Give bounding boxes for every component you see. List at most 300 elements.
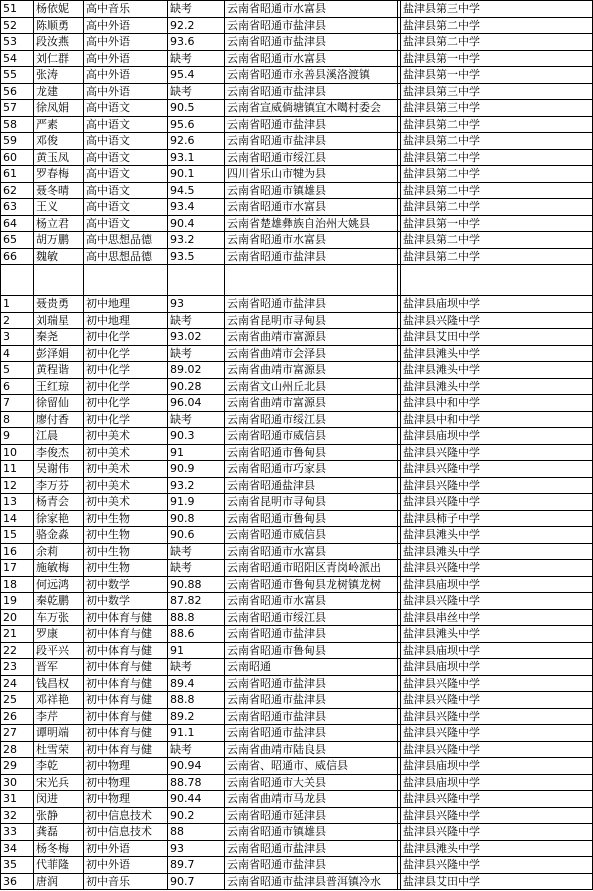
origin-cell: 云南省昭通市鲁甸县 <box>225 642 398 659</box>
score-cell: 缺考 <box>168 659 225 676</box>
score-cell: 90.5 <box>168 100 225 117</box>
origin-cell: 云南省昭通市绥江县 <box>225 609 398 626</box>
school-cell: 盐津县第二中学 <box>401 166 593 183</box>
table-row <box>1 791 593 808</box>
subject-cell: 高中外语 <box>84 83 168 100</box>
name-cell: 黄玉凤 <box>34 149 84 166</box>
table-row <box>1 824 593 841</box>
origin-cell: 云南省昭通市延津县 <box>225 807 398 824</box>
origin-cell: 云南省楚雄彝族自治州大姚县 <box>225 215 398 232</box>
score-cell: 91.1 <box>168 725 225 742</box>
score-cell: 93 <box>168 840 225 857</box>
row-number-cell: 3 <box>1 329 34 346</box>
table-row <box>1 378 593 395</box>
subject-cell: 初中地理 <box>84 312 168 329</box>
row-number-cell: 60 <box>1 149 34 166</box>
subject-cell: 初中物理 <box>84 758 168 775</box>
row-number-cell: 9 <box>1 428 34 445</box>
table-row <box>1 494 593 511</box>
origin-cell: 云南省昭通市镇雄县 <box>225 182 398 199</box>
row-number-cell: 23 <box>1 659 34 676</box>
name-cell: 代菲隆 <box>34 857 84 874</box>
name-cell: 刘瑞星 <box>34 312 84 329</box>
school-cell: 盐津县串丝中学 <box>401 609 593 626</box>
row-number-cell: 65 <box>1 232 34 249</box>
origin-cell: 云南省曲靖市会泽县 <box>225 345 398 362</box>
subject-cell: 初中化学 <box>84 395 168 412</box>
school-cell: 盐津县第一中学 <box>401 67 593 84</box>
row-number-cell: 64 <box>1 215 34 232</box>
score-cell: 93.5 <box>168 248 225 265</box>
subject-cell: 高中外语 <box>84 50 168 67</box>
score-cell: 90.2 <box>168 807 225 824</box>
table-row <box>1 100 593 117</box>
table-row <box>1 527 593 544</box>
origin-cell: 四川省乐山市犍为县 <box>225 166 398 183</box>
table-row <box>1 133 593 150</box>
subject-cell: 初中信息技术 <box>84 824 168 841</box>
school-cell: 盐津县兴隆中学 <box>401 692 593 709</box>
row-number-cell: 66 <box>1 248 34 265</box>
row-number-cell: 56 <box>1 83 34 100</box>
table-row <box>1 17 593 34</box>
row-number-cell: 13 <box>1 494 34 511</box>
origin-cell: 云南省昭通市水富县 <box>225 232 398 249</box>
origin-cell: 云南省昭通市威信县 <box>225 428 398 445</box>
table-row <box>1 395 593 412</box>
row-number-cell: 5 <box>1 362 34 379</box>
school-cell: 盐津县庙坝中学 <box>401 296 593 313</box>
name-cell: 徐家艳 <box>34 510 84 527</box>
subject-cell: 高中外语 <box>84 17 168 34</box>
origin-cell: 云南省昭通市盐津县 <box>225 133 398 150</box>
school-cell: 盐津县第三中学 <box>401 83 593 100</box>
table-row <box>1 362 593 379</box>
table-row <box>1 116 593 133</box>
score-cell: 88.8 <box>168 692 225 709</box>
school-cell: 盐津县第三中学 <box>401 100 593 117</box>
origin-cell: 云南省昭通市水富县 <box>225 543 398 560</box>
score-cell: 88.78 <box>168 774 225 791</box>
school-cell: 盐津县兴隆中学 <box>401 444 593 461</box>
origin-cell: 云南省文山州丘北县 <box>225 378 398 395</box>
table-row <box>1 807 593 824</box>
score-cell: 93.4 <box>168 199 225 216</box>
origin-cell: 云南省昭通市盐津县 <box>225 17 398 34</box>
section-gap-row <box>1 265 593 296</box>
row-number-cell: 26 <box>1 708 34 725</box>
origin-cell: 云南省昭通市威信县 <box>225 527 398 544</box>
score-cell: 90.88 <box>168 576 225 593</box>
origin-cell: 云南省昭通市绥江县 <box>225 149 398 166</box>
origin-cell: 云南省昭通市盐津县 <box>225 626 398 643</box>
name-cell: 李乾 <box>34 758 84 775</box>
subject-cell: 初中音乐 <box>84 873 168 890</box>
name-cell: 唐润 <box>34 873 84 890</box>
row-number-cell: 17 <box>1 560 34 577</box>
school-cell: 盐津县第二中学 <box>401 17 593 34</box>
table-row <box>1 461 593 478</box>
gap-cell <box>34 265 84 296</box>
subject-cell: 初中数学 <box>84 576 168 593</box>
table-row <box>1 692 593 709</box>
name-cell: 聂冬晴 <box>34 182 84 199</box>
origin-cell: 云南省昭通市盐津县普洱镇冷水 <box>225 873 398 890</box>
name-cell: 邓祥艳 <box>34 692 84 709</box>
table-row <box>1 50 593 67</box>
school-cell: 盐津县第二中学 <box>401 182 593 199</box>
school-cell: 盐津县庙坝中学 <box>401 642 593 659</box>
school-cell: 盐津县兴隆中学 <box>401 708 593 725</box>
name-cell: 江晨 <box>34 428 84 445</box>
gap-cell <box>84 265 168 296</box>
subject-cell: 高中语文 <box>84 182 168 199</box>
name-cell: 段平兴 <box>34 642 84 659</box>
name-cell: 聂贵勇 <box>34 296 84 313</box>
origin-cell: 云南省昭通市盐津县 <box>225 83 398 100</box>
school-cell: 盐津县第二中学 <box>401 116 593 133</box>
score-cell: 91.9 <box>168 494 225 511</box>
subject-cell: 初中体育与健 <box>84 675 168 692</box>
row-number-cell: 7 <box>1 395 34 412</box>
origin-cell: 云南省昭通市水富县 <box>225 199 398 216</box>
school-cell: 盐津县庙坝中学 <box>401 758 593 775</box>
row-number-cell: 51 <box>1 1 34 18</box>
subject-cell: 初中生物 <box>84 527 168 544</box>
subject-cell: 高中语文 <box>84 116 168 133</box>
row-number-cell: 29 <box>1 758 34 775</box>
score-cell: 90.28 <box>168 378 225 395</box>
name-cell: 徐留仙 <box>34 395 84 412</box>
origin-cell: 云南省昭通市盐津县 <box>225 840 398 857</box>
subject-cell: 初中体育与健 <box>84 741 168 758</box>
origin-cell: 云南省昭通市盐津县 <box>225 708 398 725</box>
row-number-cell: 15 <box>1 527 34 544</box>
table-row <box>1 83 593 100</box>
score-cell: 90.44 <box>168 791 225 808</box>
school-cell: 盐津县第三中学 <box>401 1 593 18</box>
score-cell: 缺考 <box>168 411 225 428</box>
table-row <box>1 560 593 577</box>
row-number-cell: 33 <box>1 824 34 841</box>
score-cell: 93 <box>168 296 225 313</box>
subject-cell: 初中体育与健 <box>84 692 168 709</box>
section-gap <box>1 265 593 296</box>
name-cell: 刘仁群 <box>34 50 84 67</box>
origin-cell: 云南省昭通市永善县溪洛渡镇 <box>225 67 398 84</box>
score-cell: 缺考 <box>168 312 225 329</box>
score-cell: 90.4 <box>168 215 225 232</box>
row-number-cell: 35 <box>1 857 34 874</box>
row-number-cell: 22 <box>1 642 34 659</box>
row-number-cell: 32 <box>1 807 34 824</box>
gap-cell <box>401 265 593 296</box>
origin-cell: 云南省宣威倘塘镇宜木噶村委会 <box>225 100 398 117</box>
table-row <box>1 675 593 692</box>
school-cell: 盐津县庙坝中学 <box>401 659 593 676</box>
table-row <box>1 411 593 428</box>
origin-cell: 云南省昭通市鲁甸县 <box>225 444 398 461</box>
subject-cell: 初中化学 <box>84 345 168 362</box>
row-number-cell: 11 <box>1 461 34 478</box>
subject-cell: 高中语文 <box>84 100 168 117</box>
school-cell: 盐津县柿子中学 <box>401 510 593 527</box>
subject-cell: 初中生物 <box>84 543 168 560</box>
origin-cell: 云南省昭通盐津县 <box>225 477 398 494</box>
name-cell: 杨冬梅 <box>34 840 84 857</box>
table-row <box>1 659 593 676</box>
row-number-cell: 58 <box>1 116 34 133</box>
name-cell: 彭泽娟 <box>34 345 84 362</box>
name-cell: 钱昌权 <box>34 675 84 692</box>
name-cell: 邓俊 <box>34 133 84 150</box>
school-cell: 盐津县第二中学 <box>401 34 593 51</box>
origin-cell: 云南省昭通市水富县 <box>225 593 398 610</box>
table-row <box>1 182 593 199</box>
name-cell: 谭明端 <box>34 725 84 742</box>
subject-cell: 初中物理 <box>84 774 168 791</box>
subject-cell: 初中化学 <box>84 329 168 346</box>
score-cell: 89.4 <box>168 675 225 692</box>
school-cell: 盐津县第二中学 <box>401 248 593 265</box>
origin-cell: 云南省昭通市水富县 <box>225 50 398 67</box>
name-cell: 王义 <box>34 199 84 216</box>
row-number-cell: 28 <box>1 741 34 758</box>
subject-cell: 高中语文 <box>84 215 168 232</box>
school-cell: 盐津县庙坝中学 <box>401 576 593 593</box>
score-cell: 90.94 <box>168 758 225 775</box>
name-cell: 宋光兵 <box>34 774 84 791</box>
row-number-cell: 27 <box>1 725 34 742</box>
subject-cell: 初中生物 <box>84 560 168 577</box>
score-cell: 90.3 <box>168 428 225 445</box>
school-cell: 盐津县兴隆中学 <box>401 494 593 511</box>
school-cell: 盐津县兴隆中学 <box>401 312 593 329</box>
score-cell: 90.7 <box>168 873 225 890</box>
school-cell: 盐津县兴隆中学 <box>401 741 593 758</box>
score-cell: 91 <box>168 444 225 461</box>
table-row <box>1 758 593 775</box>
name-cell: 徐凤娟 <box>34 100 84 117</box>
subject-cell: 高中语文 <box>84 199 168 216</box>
row-number-cell: 53 <box>1 34 34 51</box>
subject-cell: 初中外语 <box>84 840 168 857</box>
table-row <box>1 477 593 494</box>
school-cell: 盐津县滩头中学 <box>401 626 593 643</box>
name-cell: 陈顺勇 <box>34 17 84 34</box>
subject-cell: 高中语文 <box>84 166 168 183</box>
gap-cell <box>225 265 398 296</box>
subject-cell: 初中美术 <box>84 428 168 445</box>
row-number-cell: 6 <box>1 378 34 395</box>
name-cell: 胡万鹏 <box>34 232 84 249</box>
gap-cell <box>168 265 225 296</box>
table-row <box>1 296 593 313</box>
row-number-cell: 18 <box>1 576 34 593</box>
subject-cell: 高中语文 <box>84 149 168 166</box>
row-number-cell: 54 <box>1 50 34 67</box>
table-row <box>1 873 593 890</box>
school-cell: 盐津县兴隆中学 <box>401 857 593 874</box>
score-cell: 缺考 <box>168 543 225 560</box>
subject-cell: 初中生物 <box>84 510 168 527</box>
school-cell: 盐津县第一中学 <box>401 215 593 232</box>
origin-cell: 云南省昆明市寻甸县 <box>225 494 398 511</box>
score-cell: 87.82 <box>168 593 225 610</box>
origin-cell: 云南省昆明市寻甸县 <box>225 312 398 329</box>
score-cell: 88.8 <box>168 609 225 626</box>
subject-cell: 初中外语 <box>84 857 168 874</box>
table-row <box>1 345 593 362</box>
subject-cell: 初中美术 <box>84 477 168 494</box>
row-number-cell: 4 <box>1 345 34 362</box>
school-cell: 盐津县艾田中学 <box>401 873 593 890</box>
name-cell: 秦乾鹏 <box>34 593 84 610</box>
origin-cell: 云南昭通 <box>225 659 398 676</box>
subject-cell: 初中地理 <box>84 296 168 313</box>
row-number-cell: 30 <box>1 774 34 791</box>
row-number-cell: 2 <box>1 312 34 329</box>
score-cell: 缺考 <box>168 560 225 577</box>
subject-cell: 初中体育与健 <box>84 725 168 742</box>
subject-cell: 高中思想品德 <box>84 248 168 265</box>
name-cell: 李万芬 <box>34 477 84 494</box>
origin-cell: 云南省昭通市盐津县 <box>225 34 398 51</box>
name-cell: 车万张 <box>34 609 84 626</box>
table-row <box>1 741 593 758</box>
school-cell: 盐津县兴隆中学 <box>401 477 593 494</box>
name-cell: 闵进 <box>34 791 84 808</box>
name-cell: 杜雪荣 <box>34 741 84 758</box>
school-cell: 盐津县兴隆中学 <box>401 791 593 808</box>
origin-cell: 云南省昭通市鲁甸县龙树镇龙树 <box>225 576 398 593</box>
name-cell: 杨依妮 <box>34 1 84 18</box>
origin-cell: 云南省昭通市盐津县 <box>225 116 398 133</box>
origin-cell: 云南省昭通市盐津县 <box>225 725 398 742</box>
school-cell: 盐津县兴隆中学 <box>401 593 593 610</box>
origin-cell: 云南省、昭通市、威信县 <box>225 758 398 775</box>
score-cell: 92.2 <box>168 17 225 34</box>
school-cell: 盐津县第二中学 <box>401 133 593 150</box>
name-cell: 余莉 <box>34 543 84 560</box>
table-row <box>1 248 593 265</box>
origin-cell: 云南省昭通市水富县 <box>225 1 398 18</box>
score-cell: 93.02 <box>168 329 225 346</box>
table-row <box>1 609 593 626</box>
row-number-cell: 62 <box>1 182 34 199</box>
score-cell: 88 <box>168 824 225 841</box>
name-cell: 王红琼 <box>34 378 84 395</box>
row-number-cell: 63 <box>1 199 34 216</box>
score-cell: 89.2 <box>168 708 225 725</box>
subject-cell: 初中美术 <box>84 461 168 478</box>
table-row <box>1 215 593 232</box>
table-row <box>1 67 593 84</box>
subject-cell: 高中外语 <box>84 34 168 51</box>
score-cell: 93.1 <box>168 149 225 166</box>
name-cell: 施敏梅 <box>34 560 84 577</box>
name-cell: 晋军 <box>34 659 84 676</box>
subject-cell: 初中化学 <box>84 411 168 428</box>
score-cell: 93.6 <box>168 34 225 51</box>
score-cell: 93.2 <box>168 477 225 494</box>
school-cell: 盐津县滩头中学 <box>401 527 593 544</box>
table-row <box>1 774 593 791</box>
name-cell: 龙建 <box>34 83 84 100</box>
score-cell: 89.7 <box>168 857 225 874</box>
table-row <box>1 444 593 461</box>
row-number-cell: 36 <box>1 873 34 890</box>
school-cell: 盐津县中和中学 <box>401 411 593 428</box>
score-cell: 缺考 <box>168 741 225 758</box>
score-cell: 90.9 <box>168 461 225 478</box>
row-number-cell: 20 <box>1 609 34 626</box>
row-number-cell: 21 <box>1 626 34 643</box>
row-number-cell: 8 <box>1 411 34 428</box>
row-number-cell: 16 <box>1 543 34 560</box>
row-number-cell: 61 <box>1 166 34 183</box>
name-cell: 黄程谐 <box>34 362 84 379</box>
score-cell: 90.8 <box>168 510 225 527</box>
origin-cell: 云南省昭通市盐津县 <box>225 857 398 874</box>
origin-cell: 云南省昭通市盐津县 <box>225 248 398 265</box>
score-cell: 94.5 <box>168 182 225 199</box>
origin-cell: 云南省昭通市盐津县 <box>225 692 398 709</box>
name-cell: 杨青会 <box>34 494 84 511</box>
school-cell: 盐津县庙坝中学 <box>401 428 593 445</box>
subject-cell: 初中体育与健 <box>84 642 168 659</box>
row-number-cell: 24 <box>1 675 34 692</box>
table-row <box>1 510 593 527</box>
name-cell: 罗康 <box>34 626 84 643</box>
score-cell: 95.4 <box>168 67 225 84</box>
subject-cell: 高中音乐 <box>84 1 168 18</box>
subject-cell: 初中化学 <box>84 378 168 395</box>
school-cell: 盐津县兴隆中学 <box>401 807 593 824</box>
table-row <box>1 725 593 742</box>
name-cell: 杨立君 <box>34 215 84 232</box>
score-cell: 缺考 <box>168 50 225 67</box>
school-cell: 盐津县第二中学 <box>401 232 593 249</box>
name-cell: 何远鸿 <box>34 576 84 593</box>
school-cell: 盐津县滩头中学 <box>401 378 593 395</box>
subject-cell: 初中体育与健 <box>84 708 168 725</box>
score-cell: 缺考 <box>168 83 225 100</box>
row-number-cell: 25 <box>1 692 34 709</box>
table-row <box>1 708 593 725</box>
subject-cell: 初中体育与健 <box>84 609 168 626</box>
school-cell: 盐津县第二中学 <box>401 149 593 166</box>
subject-cell: 初中体育与健 <box>84 626 168 643</box>
table-row <box>1 199 593 216</box>
school-cell: 盐津县兴隆中学 <box>401 560 593 577</box>
subject-cell: 初中美术 <box>84 494 168 511</box>
score-cell: 89.02 <box>168 362 225 379</box>
origin-cell: 云南省昭通市镇雄县 <box>225 824 398 841</box>
subject-cell: 初中信息技术 <box>84 807 168 824</box>
origin-cell: 云南省曲靖市富源县 <box>225 395 398 412</box>
school-cell: 盐津县中和中学 <box>401 395 593 412</box>
row-number-cell: 19 <box>1 593 34 610</box>
school-cell: 盐津县滩头中学 <box>401 543 593 560</box>
subject-cell: 初中体育与健 <box>84 659 168 676</box>
subject-cell: 高中思想品德 <box>84 232 168 249</box>
origin-cell: 云南省曲靖市富源县 <box>225 362 398 379</box>
table-row <box>1 1 593 18</box>
lower-section-rows <box>1 296 593 890</box>
table-row <box>1 149 593 166</box>
school-cell: 盐津县兴隆中学 <box>401 824 593 841</box>
